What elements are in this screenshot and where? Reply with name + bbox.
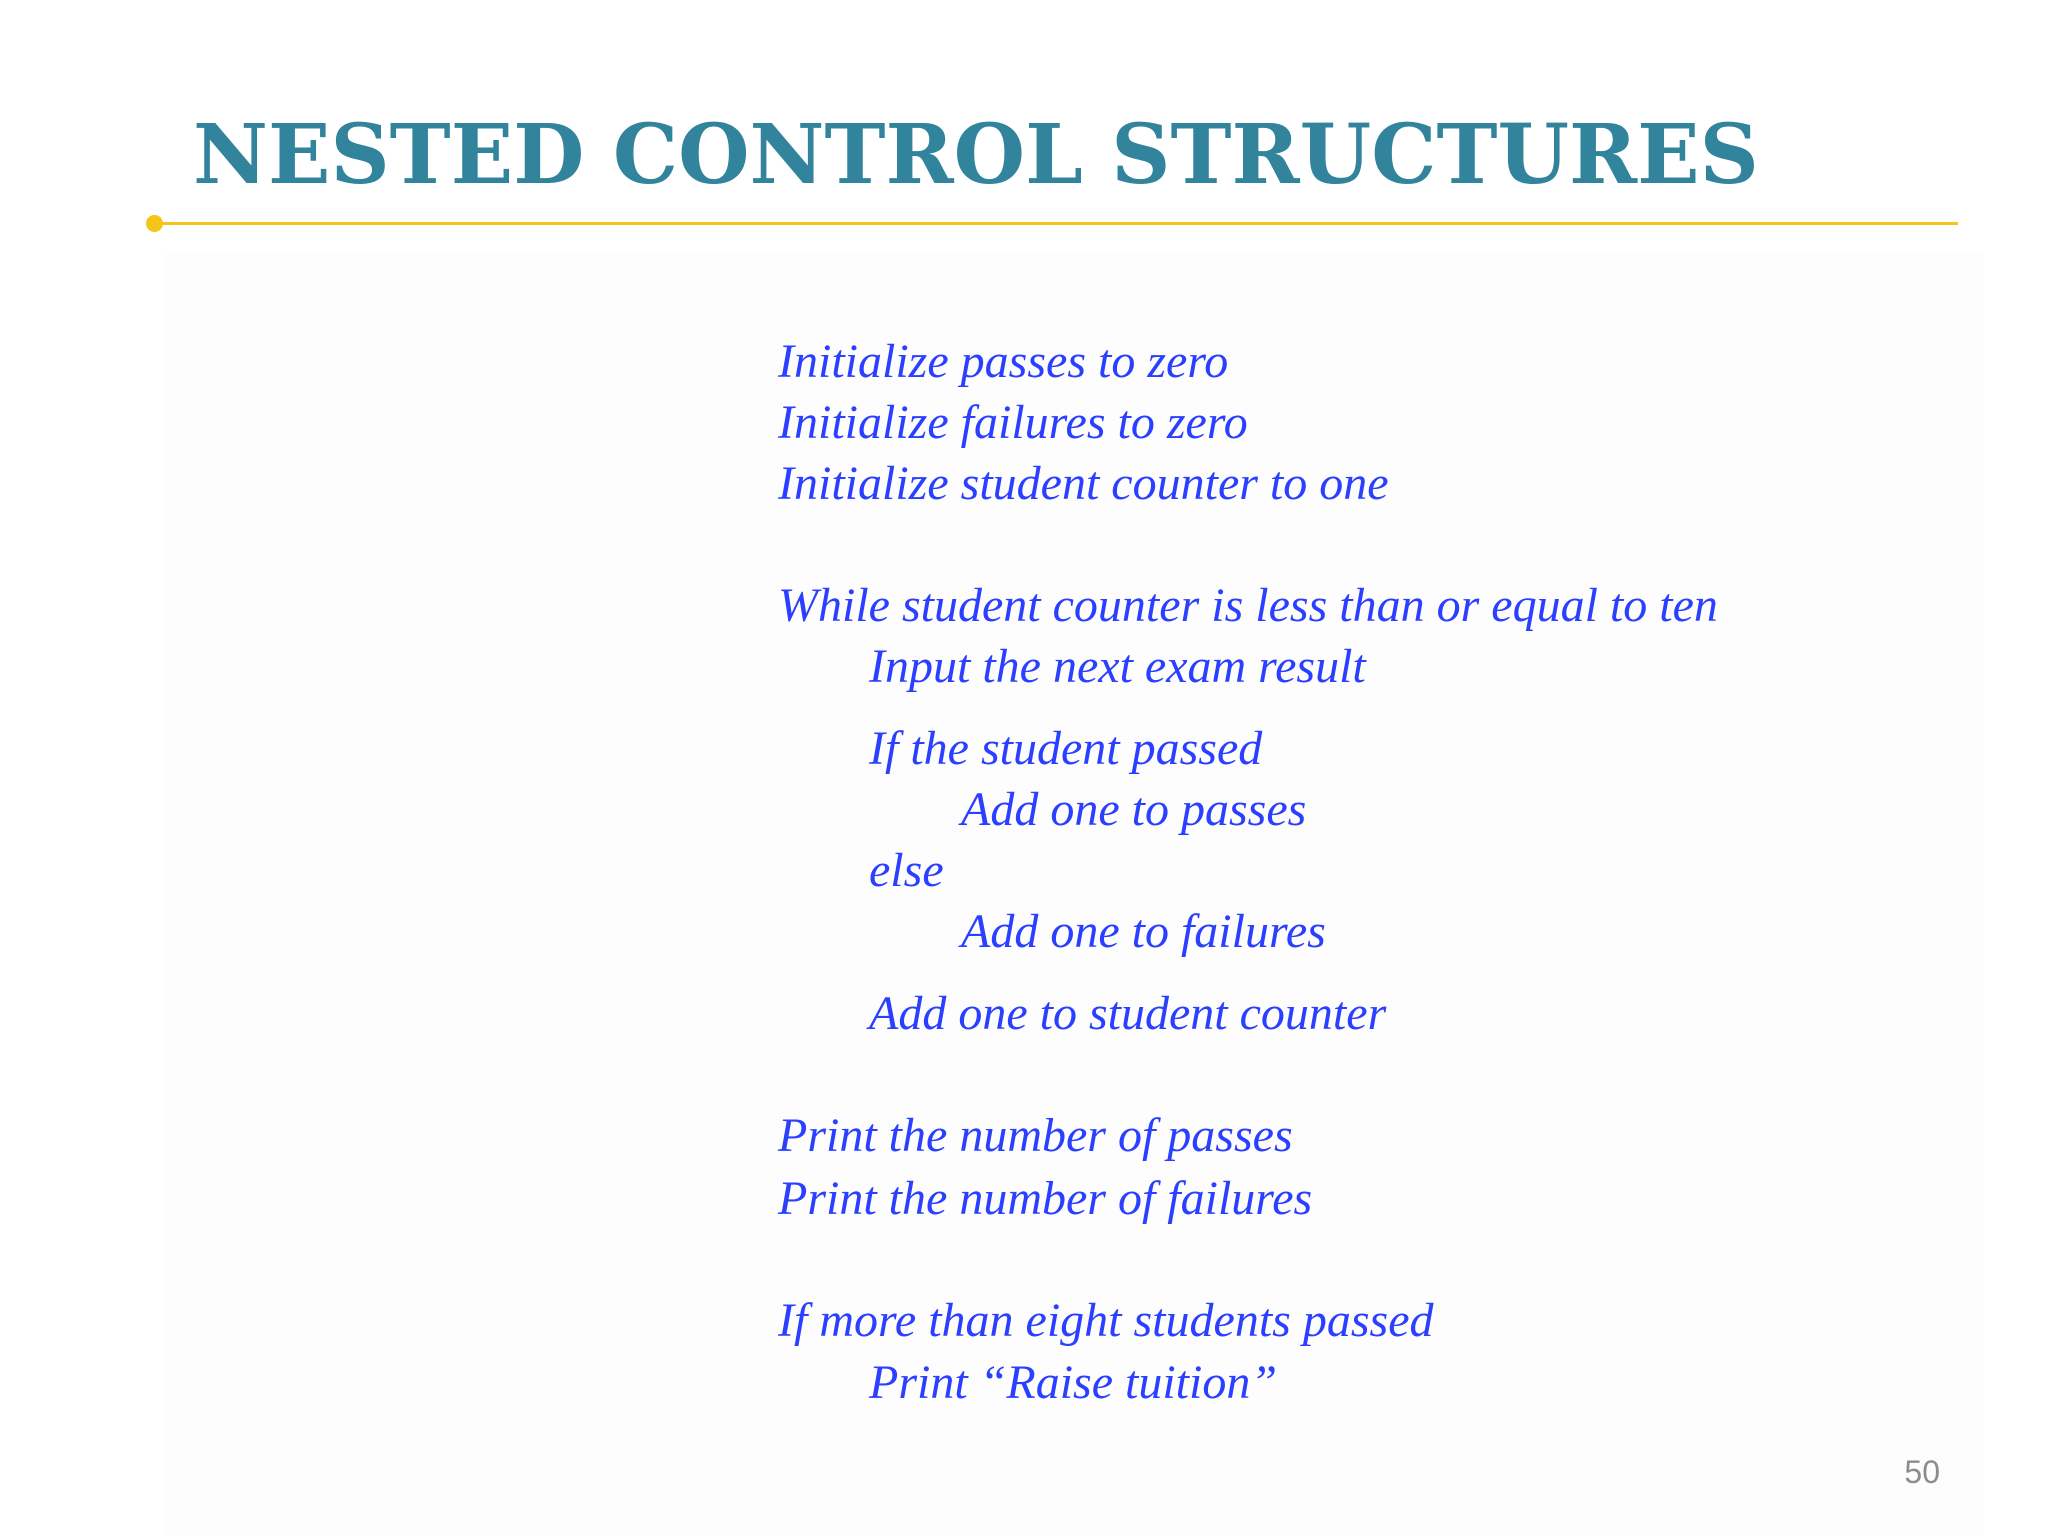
pseudocode-line: Initialize student counter to one — [778, 457, 1389, 510]
pseudocode-line: Print “Raise tuition” — [869, 1356, 1278, 1409]
pseudocode-line: While student counter is less than or equal to ten — [778, 579, 1718, 632]
pseudocode-line: Initialize passes to zero — [778, 335, 1229, 388]
slide-title: NESTED CONTROL STRUCTURES — [193, 107, 1759, 203]
pseudocode-line: Initialize failures to zero — [778, 396, 1248, 449]
pseudocode-line: Add one to failures — [961, 905, 1326, 958]
title-rule — [154, 222, 1958, 225]
page-number: 50 — [1904, 1454, 1940, 1490]
pseudocode-line: Input the next exam result — [869, 640, 1366, 693]
pseudocode-line: Print the number of passes — [778, 1109, 1293, 1162]
pseudocode-line: If more than eight students passed — [778, 1294, 1434, 1347]
pseudocode-line: If the student passed — [869, 722, 1263, 775]
pseudocode-line: Add one to passes — [961, 783, 1307, 836]
pseudocode-line: Print the number of failures — [778, 1172, 1313, 1225]
pseudocode-line: else — [869, 844, 944, 897]
pseudocode-line: Add one to student counter — [869, 987, 1387, 1040]
